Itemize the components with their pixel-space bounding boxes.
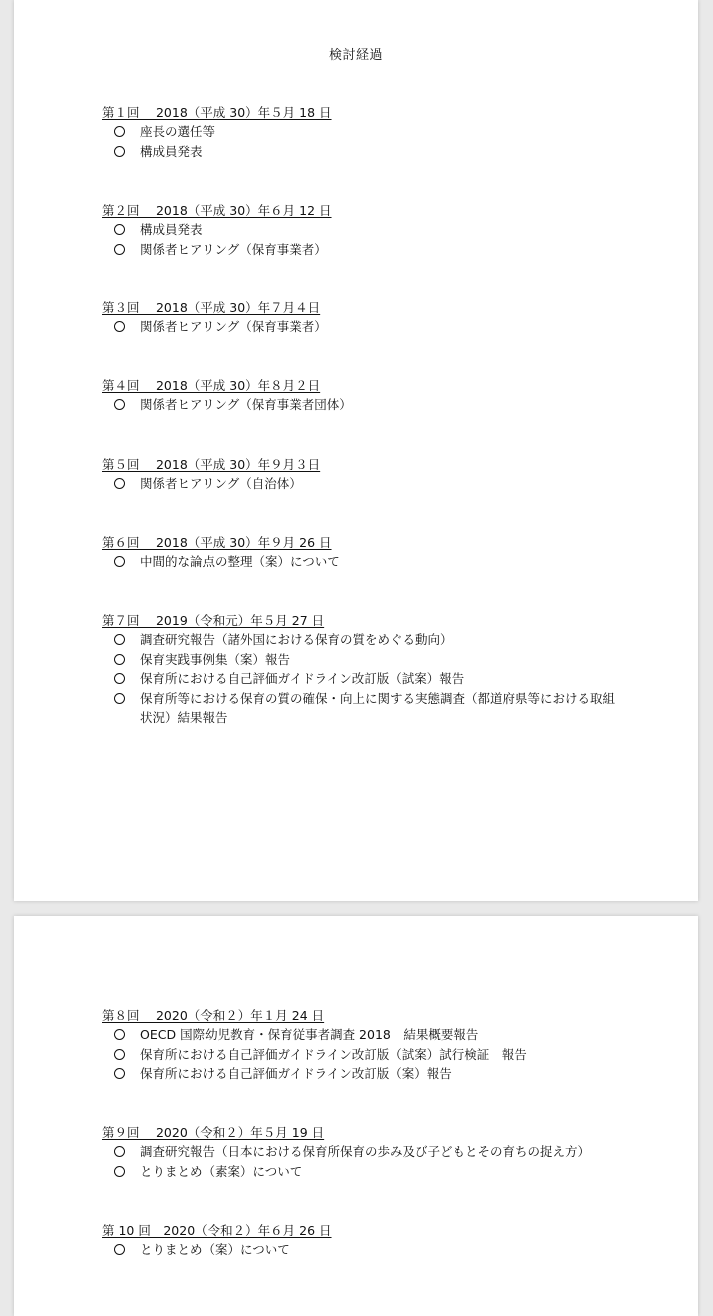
session-heading: 第１回 2018（平成 30）年５月 18 日 — [102, 105, 332, 120]
session-heading: 第６回 2018（平成 30）年９月 26 日 — [102, 535, 332, 550]
circle-bullet-icon — [114, 126, 125, 137]
session-9 — [102, 1123, 662, 1181]
list-item: 調査研究報告（諸外国における保育の質をめぐる動向） — [102, 630, 662, 650]
circle-bullet-icon — [114, 556, 125, 567]
list-item: 関係者ヒアリング（自治体） — [102, 474, 662, 494]
list-item: とりまとめ（案）について — [102, 1240, 662, 1260]
circle-bullet-icon — [114, 146, 125, 157]
circle-bullet-icon — [114, 673, 125, 684]
circle-bullet-icon — [114, 1049, 125, 1060]
list-item: 調査研究報告（日本における保育所保育の歩み及び子どもとその育ちの捉え方） — [102, 1142, 662, 1162]
circle-bullet-icon — [114, 1029, 125, 1040]
list-item: 関係者ヒアリング（保育事業者） — [102, 240, 662, 260]
session-6 — [102, 533, 662, 572]
session-3 — [102, 298, 662, 337]
session-heading: 第２回 2018（平成 30）年６月 12 日 — [102, 203, 332, 218]
list-item: 保育所における自己評価ガイドライン改訂版（試案）報告 — [102, 669, 662, 689]
circle-bullet-icon — [114, 1068, 125, 1079]
session-heading: 第９回 2020（令和２）年５月 19 日 — [102, 1125, 325, 1140]
list-item: 保育所における自己評価ガイドライン改訂版（案）報告 — [102, 1064, 662, 1084]
session-heading: 第８回 2020（令和２）年１月 24 日 — [102, 1008, 325, 1023]
list-item: 関係者ヒアリング（保育事業者団体） — [102, 395, 662, 415]
session-5 — [102, 455, 662, 494]
session-7 — [102, 611, 662, 728]
session-heading: 第３回 2018（平成 30）年７月４日 — [102, 300, 321, 315]
session-2 — [102, 201, 662, 259]
list-item: 構成員発表 — [102, 220, 662, 240]
circle-bullet-icon — [114, 1244, 125, 1255]
circle-bullet-icon — [114, 224, 125, 235]
circle-bullet-icon — [114, 693, 125, 704]
circle-bullet-icon — [114, 478, 125, 489]
document-page-1 — [14, 0, 698, 901]
list-item: 座長の選任等 — [102, 122, 662, 142]
session-10 — [102, 1221, 662, 1260]
circle-bullet-icon — [114, 654, 125, 665]
list-item: 中間的な論点の整理（案）について — [102, 552, 662, 572]
circle-bullet-icon — [114, 321, 125, 332]
circle-bullet-icon — [114, 634, 125, 645]
circle-bullet-icon — [114, 399, 125, 410]
list-item: とりまとめ（素案）について — [102, 1162, 662, 1182]
list-item: 構成員発表 — [102, 142, 662, 162]
list-item: OECD 国際幼児教育・保育従事者調査 2018 結果概要報告 — [102, 1025, 662, 1045]
circle-bullet-icon — [114, 1166, 125, 1177]
session-1 — [102, 103, 662, 161]
document-page-2 — [14, 916, 698, 1316]
session-heading: 第７回 2019（令和元）年５月 27 日 — [102, 613, 325, 628]
circle-bullet-icon — [114, 1146, 125, 1157]
list-item: 保育所における自己評価ガイドライン改訂版（試案）試行検証 報告 — [102, 1045, 662, 1065]
circle-bullet-icon — [114, 244, 125, 255]
session-heading: 第４回 2018（平成 30）年８月２日 — [102, 378, 321, 393]
list-item: 保育所等における保育の質の確保・向上に関する実態調査（都道府県等における取組状況）結果報告 — [102, 689, 620, 728]
session-4 — [102, 376, 662, 415]
session-heading: 第５回 2018（平成 30）年９月３日 — [102, 457, 321, 472]
list-item: 関係者ヒアリング（保育事業者） — [102, 317, 662, 337]
session-heading: 第 10 回 2020（令和２）年６月 26 日 — [102, 1223, 332, 1238]
document-title: 検討経過 — [328, 48, 383, 63]
list-item: 保育実践事例集（案）報告 — [102, 650, 662, 670]
session-8 — [102, 1006, 662, 1084]
